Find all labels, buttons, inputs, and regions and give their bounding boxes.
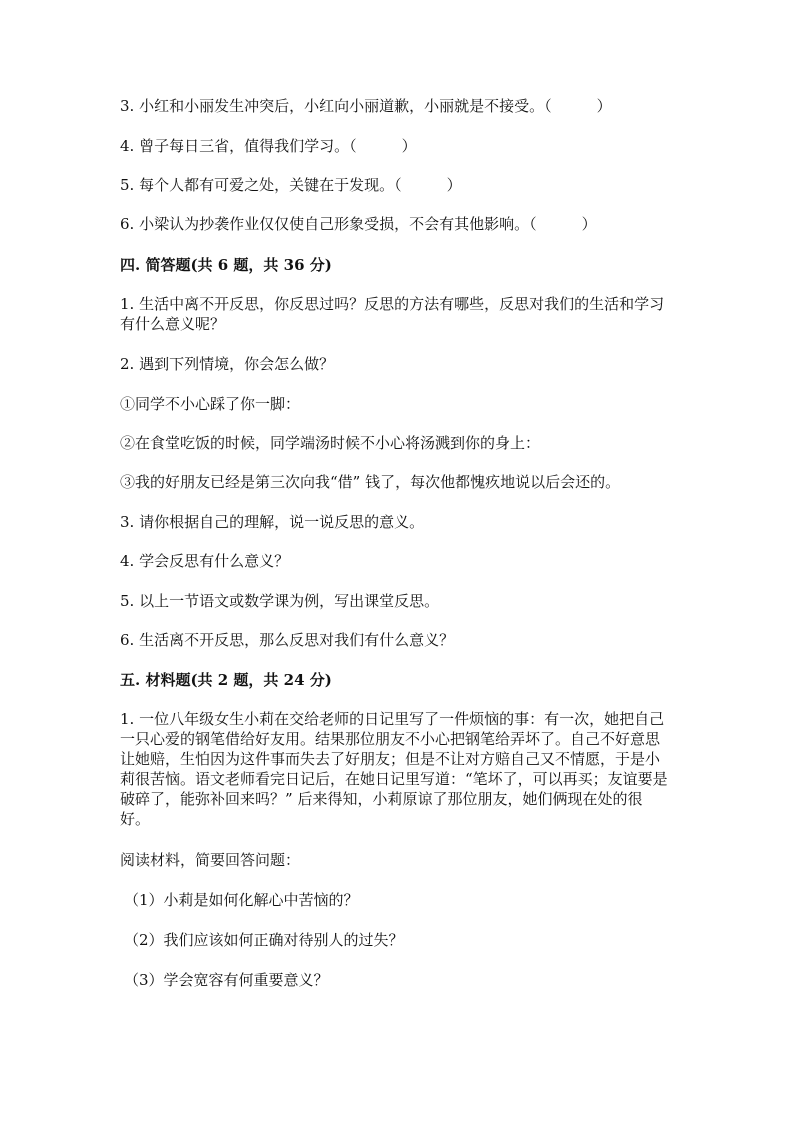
material-sub-question-3: （3）学会宽容有何重要意义？: [124, 971, 329, 989]
short-answer-q4: 4. 学会反思有什么意义？: [120, 552, 290, 570]
short-answer-q1: 1. 生活中离不开反思，你反思过吗？反思的方法有哪些，反思对我们的生活和学习有什么意义呢？: [120, 295, 665, 333]
material-passage: 1. 一位八年级女生小莉在交给老师的日记里写了一件烦恼的事：有一次，她把自己一只心爱的钢笔借给好友用。结果那位朋友不小心把钢笔给弄坏了。自己不好意思让她赔，生怕因为这件事而失去了好朋友；但是不让对方赔自己又不情愿，于是小莉很苦恼。语文老师看完日记后，在她日记里写道：“笔坏了，可以再买；友谊要是破碎了，能弥补回来吗？” 后来得知，小莉原谅了那位朋友，她们俩现在处的很好。: [120, 710, 668, 828]
tf-item-6: 6. 小梁认为抄袭作业仅仅使自己形象受损，不会有其他影响。（ ）: [120, 215, 597, 233]
tf-item-4: 4. 曾子每日三省，值得我们学习。（ ）: [120, 137, 417, 155]
short-answer-q6: 6. 生活离不开反思，那么反思对我们有什么意义？: [120, 631, 455, 649]
tf-item-5: 5. 每个人都有可爱之处，关键在于发现。（ ）: [120, 176, 462, 194]
material-sub-question-2: （2）我们应该如何正确对待别人的过失？: [124, 931, 404, 949]
situation-1: ①同学不小心踩了你一脚：: [120, 395, 301, 413]
short-answer-q5: 5. 以上一节语文或数学课为例，写出课堂反思。: [120, 592, 440, 610]
short-answer-q3: 3. 请你根据自己的理解，说一说反思的意义。: [120, 513, 425, 531]
short-answer-q2: 2. 遇到下列情境，你会怎么做？: [120, 355, 335, 373]
section-4-title: 四. 简答题(共 6 题，共 36 分): [120, 256, 332, 274]
situation-3: ③我的好朋友已经是第三次向我“借” 钱了，每次他都愧疚地说以后会还的。: [120, 473, 621, 491]
tf-item-3: 3. 小红和小丽发生冲突后，小红向小丽道歉，小丽就是不接受。（ ）: [120, 97, 612, 115]
material-sub-question-1: （1）小莉是如何化解心中苦恼的？: [124, 891, 359, 909]
situation-2: ②在食堂吃饭的时候，同学端汤时候不小心将汤溅到你的身上：: [120, 434, 541, 452]
material-instruction: 阅读材料，简要回答问题：: [120, 851, 301, 869]
section-5-title: 五. 材料题(共 2 题，共 24 分): [120, 671, 332, 689]
